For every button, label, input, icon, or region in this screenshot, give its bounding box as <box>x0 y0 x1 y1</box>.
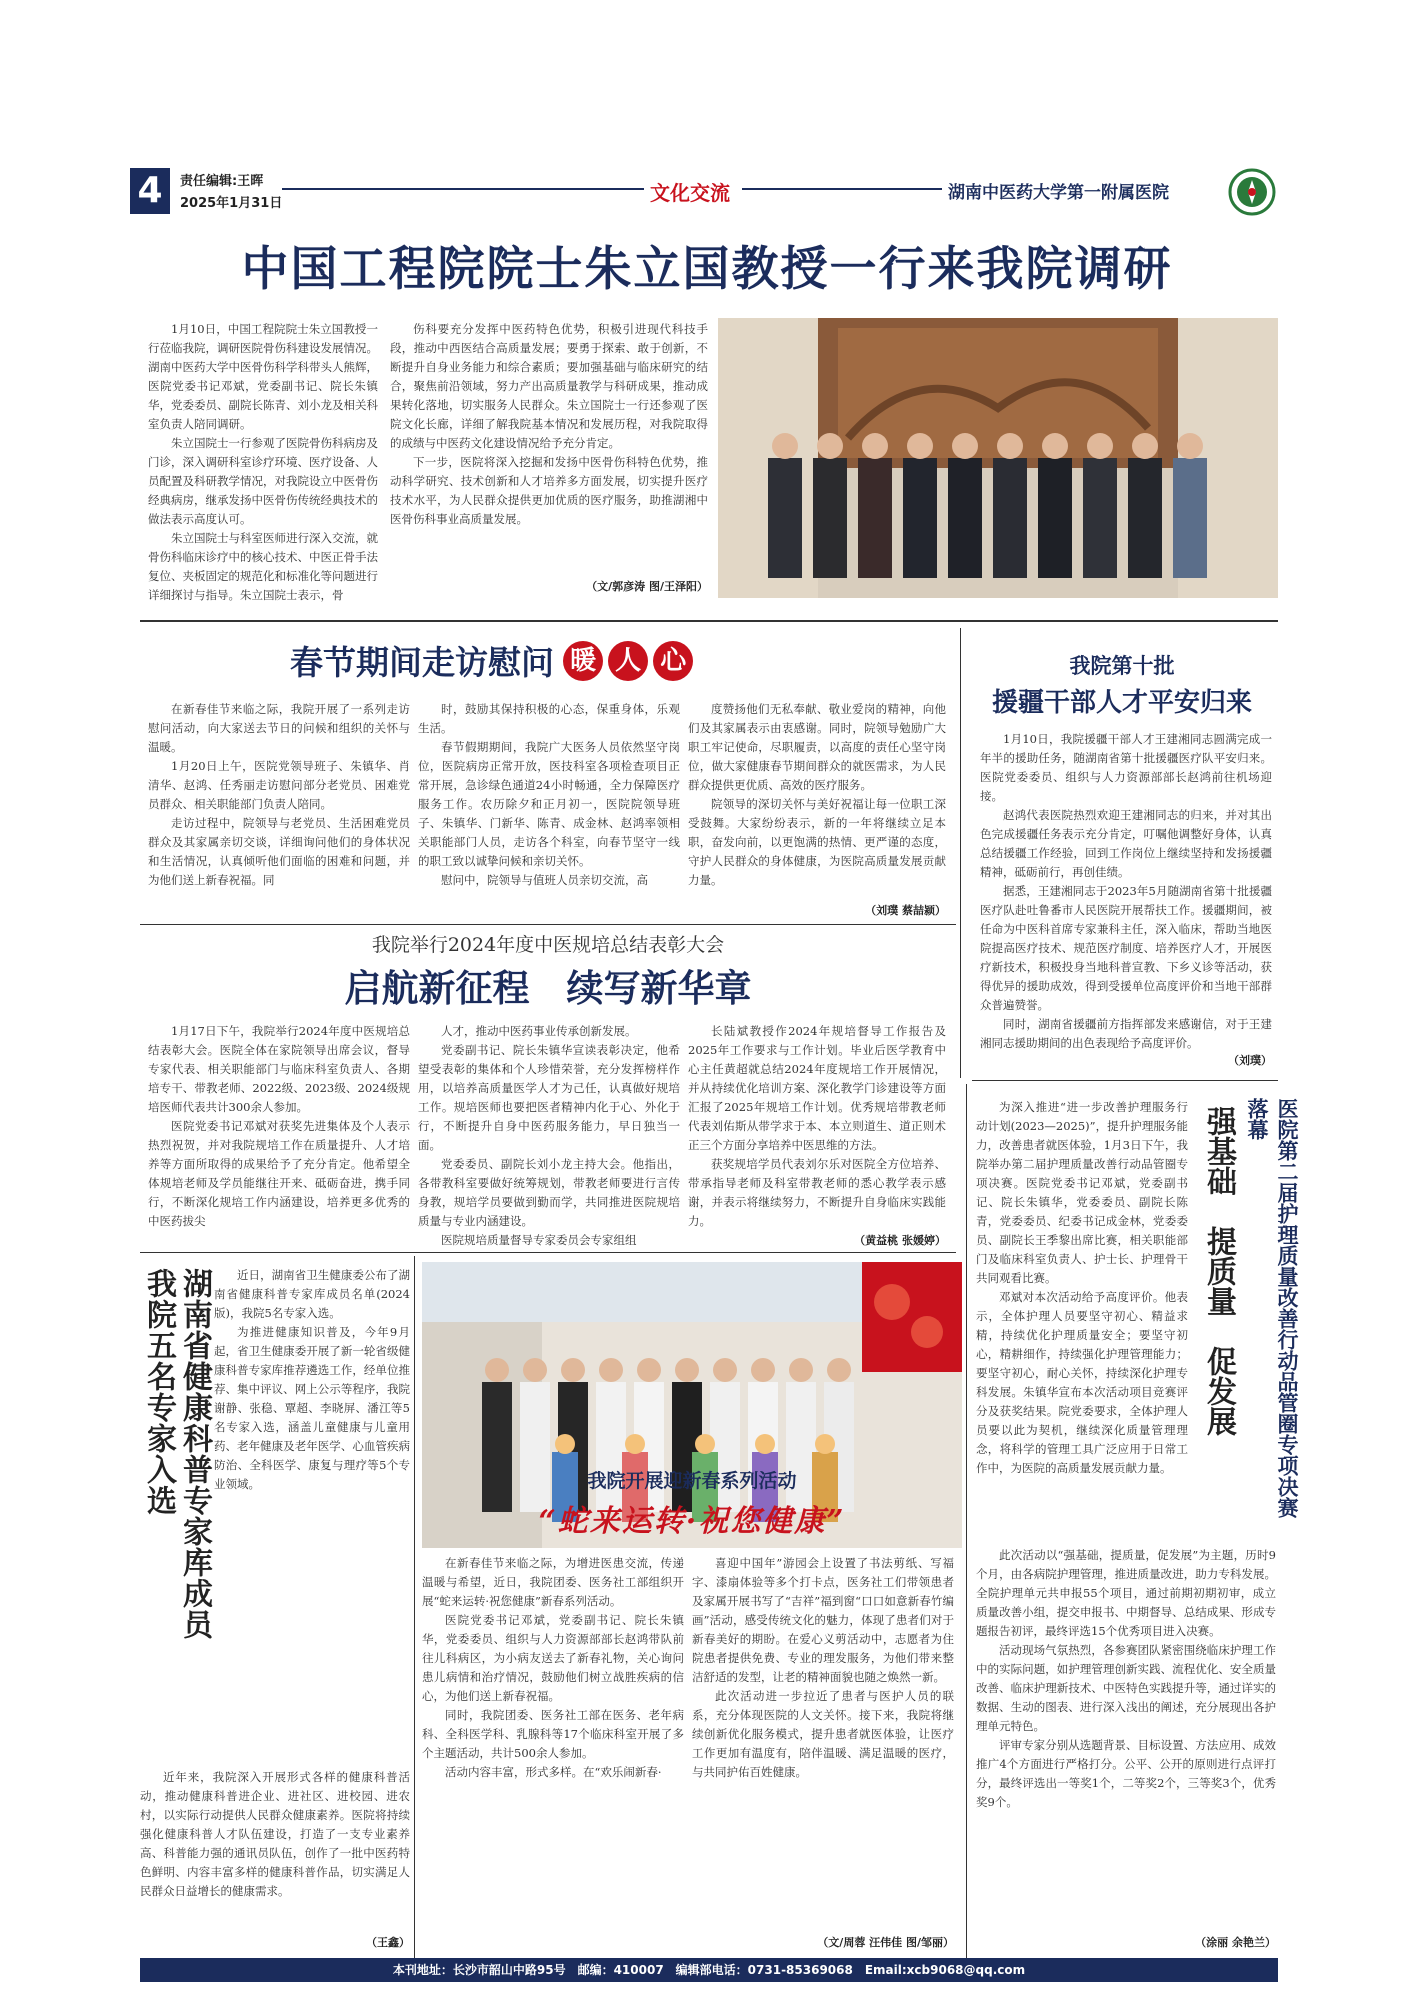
article5-body <box>214 1266 410 1494</box>
section-divider <box>140 620 1278 622</box>
paragraph: 长陆斌教授作2024年规培督导工作报告及2025年工作要求与工作计划。毕业后医学教育中心主任黄超就总结2024年度规培工作开展情况，并从持续优化培训方案、深化教学门诊建设等方面汇报了2025年规培工作计划。优秀规培带教老师代表刘佑斯从带学求于本、本立则道生、道正则术正三个方面分享培养中医思维的方法。 <box>688 1024 946 1152</box>
column-divider <box>960 628 961 1078</box>
paragraph: 朱立国院士与科室医师进行深入交流，就骨伤科临床诊疗中的核心技术、中医正骨手法复位、夹板固定的规范化和标准化等问题进行详细探讨与指导。朱立国院士表示，骨 <box>148 531 378 602</box>
article6-column-2 <box>692 1554 954 1782</box>
article1-column-1 <box>148 320 378 605</box>
paragraph: 医院党委书记邓斌，党委副书记、院长朱镇华，党委委员、组织与人力资源部部长赵鸿带队前往儿科病区，为小病友送去了新春礼物，关心询问患儿病情和治疗情况，鼓励他们树立战胜疾病的信心，为他们送上新春祝福。 <box>422 1613 684 1703</box>
section-divider <box>140 1252 956 1253</box>
article4-column-1 <box>148 1022 410 1231</box>
footer-bar <box>140 1958 1278 1982</box>
paragraph: 慰问中，院领导与值班人员亲切交流，高 <box>441 873 648 887</box>
article4-byline: （黄益桃 张媛婷） <box>854 1234 946 1247</box>
paragraph: 度赞扬他们无私奉献、敬业爱岗的精神，向他们及其家属表示由衷感谢。同时，院领导勉励广大职工牢记使命，尽职履责，以高度的责任心坚守岗位，做大家健康春节期间群众的就医需求，为人民群众提供更优质、高效的医疗服务。 <box>688 702 946 792</box>
article5-title-line2: 我院五名专家入选 <box>141 1268 176 1516</box>
hospital-logo-icon <box>1228 168 1276 216</box>
column-divider <box>414 1256 415 1958</box>
article2-column-2 <box>418 700 680 890</box>
footer-text: 本刊地址：长沙市韶山中路95号 邮编：410007 编辑部电话：0731-85369068 Email:xcb9068@qq.com <box>392 1963 1026 1977</box>
article1-photo <box>718 318 1278 598</box>
article7-byline: （涂丽 余艳兰） <box>1195 1936 1276 1949</box>
paragraph: 为推进健康知识普及，今年9月起，省卫生健康委开展了新一轮省级健康科普专家库推荐遴选工作，经单位推荐、集中评议、网上公示等程序，我院谢静、张稳、覃超、李晓屏、潘江等5名专家入选，涵盖儿童健康与儿童用药、老年健康及老年医学、心血管疾病防治、全科医学、康复与理疗等5个专业领域。 <box>214 1325 410 1491</box>
article7-vertical-title: 医院第二届护理质量改善行动品管圈专项决赛落幕 <box>1245 1098 1300 1518</box>
paragraph: 走访过程中，院领导与老党员、生活困难党员群众及其家属亲切交谈，详细询问他们的身体状况和生活情况，认真倾听他们面临的困难和问题，并为他们送上新春祝福。同 <box>148 816 410 887</box>
article2-title <box>290 637 850 687</box>
paragraph: 伤科要充分发挥中医药特色优势，积极引进现代科技手段，推动中西医结合高质量发展；要勇于探索、敢于创新，不断提升自身业务能力和综合素质；要加强基础与临床研究的结合，聚焦前沿领域，努力产出高质量教学与科研成果，推动成果转化落地，切实服务人民群众。朱立国院士一行还参观了医院文化长廊，详细了解我院基本情况和发展历程，对我院取得的成绩与中医药文化建设情况给予充分肯定。 <box>390 322 708 450</box>
paragraph: 医院党委书记邓斌对获奖先进集体及个人表示热烈祝贺，并对我院规培工作在质量提升、人才培养等方面所取得的成果给予了充分肯定。他希望全体规培老师及学员能继往开来、砥砺奋进，携手同行，不断深化规培工作内涵建设，培养更多优秀的中医药拔尖 <box>148 1119 410 1228</box>
paragraph: 在新春佳节来临之际，我院开展了一系列走访慰问活动，向大家送去节日的问候和组织的关怀与温暖。 <box>148 702 410 754</box>
article3-body <box>980 730 1272 1053</box>
paragraph: 邓斌对本次活动给予高度评价。他表示，全体护理人员要坚守初心、精益求精，持续优化护理质量安全；要坚守初心，精耕细作，持续强化护理管理能力；要坚守初心，耐心关怀，持续深化护理专科发展。朱镇华宣布本次活动项目竞赛评分及获奖结果。院党委要求，全体护理人员要以此为契机，继续深化质量管理理念，将科学的管理工具广泛应用于日常工作中，为医院的高质量发展贡献力量。 <box>976 1290 1188 1475</box>
paragraph: 春节假期期间，我院广大医务人员依然坚守岗位，医院病房正常开放，医技科室各项检查项目正常开展，急诊绿色通道24小时畅通，全力保障医疗服务工作。农历除夕和正月初一，医院院领导班子、朱镇华、门新华、陈青、成金林、赵鸿率领相关职能部门人员，走访各个科室，向春节坚守一线的职工致以诚挚问候和亲切关怀。 <box>418 740 680 868</box>
article5-title-line1: 湖南省健康科普专家库成员 <box>177 1268 212 1640</box>
paragraph: 医院规培质量督导专家委员会专家组组 <box>441 1233 637 1247</box>
masthead <box>130 168 1280 218</box>
column-divider <box>966 1084 967 1958</box>
paragraph: 院领导的深切关怀与美好祝福让每一位职工深受鼓舞。大家纷纷表示，新的一年将继续立足本职，奋发向前，以更饱满的热情、更严谨的态度，守护人民群众的身体健康，为医院高质量发展贡献力量。 <box>688 797 946 887</box>
section-divider <box>140 924 956 925</box>
article3-title-line2: 援疆干部人才平安归来 <box>991 688 1252 718</box>
article5-byline: （王鑫） <box>366 1936 410 1949</box>
paragraph: 获奖规培学员代表刘尔乐对医院全方位培养、带承指导老师及科室带教老师的悉心教学表示感谢，并表示将继续努力，不断提升自身临床实践能力。 <box>688 1157 946 1228</box>
paragraph: 此次活动进一步拉近了患者与医护人员的联系，充分体现医院的人文关怀。接下来，我院将继续创新优化服务模式，提升患者就医体验，让医疗工作更加有温度有，陪伴温暖、满足温暖的医疗，与共同护佑百姓健康。 <box>692 1689 954 1779</box>
article4-subtitle: 我院举行2024年度中医规培总结表彰大会 <box>371 934 725 956</box>
paragraph: 朱立国院士一行参观了医院骨伤科病房及门诊，深入调研科室诊疗环境、医疗设备、人员配置及科研教学情况，对我院设立中医骨伤经典病房，继承发扬中医骨伤传统经典技术的做法表示高度认可。 <box>148 436 378 526</box>
article1-column-2 <box>390 320 708 529</box>
editor-label: 责任编辑:王晖 <box>180 174 264 189</box>
article1-title: 中国工程院院士朱立国教授一行来我院调研 <box>241 242 1173 297</box>
title-badge: 心 <box>653 641 693 681</box>
article2-column-1 <box>148 700 410 890</box>
title-phrase: 强基础 <box>1201 1106 1236 1196</box>
paragraph: 活动现场气氛热烈，各参赛团队紧密围绕临床护理工作中的实际问题，如护理管理创新实践、流程优化、安全质量改善、临床护理新技术、中医特色实践提升等，通过详实的数据、生动的图表、进行深入浅出的阐述，充分展现出各护理单元特色。 <box>976 1643 1276 1733</box>
article2-byline: （刘璞 蔡喆颍） <box>865 904 946 917</box>
paragraph: 同时，湖南省援疆前方指挥部发来感谢信，对于王建湘同志援助期间的出色表现给予高度评价。 <box>980 1017 1272 1050</box>
paragraph: 为深入推进“进一步改善护理服务行动计划(2023—2025)”，提升护理服务能力，改善患者就医体验，1月3日下午，我院举办第二届护理质量改善行动品管圈专项决赛。医院党委书记邓斌，党委副书记、院长朱镇华，党委委员、副院长陈青，党委委员、纪委书记成金林，党委委员、副院长王季黎出席比赛，相关职能部门及临床科室负责人、护士长、护理骨干共同观看比赛。 <box>976 1100 1188 1285</box>
page-number: 4 <box>130 168 170 214</box>
article6-slogan: “蛇来运转·祝您健康” <box>538 1504 846 1539</box>
article5-body-lower <box>140 1768 410 1901</box>
article2-title-text: 春节期间走访慰问 <box>290 643 554 682</box>
article7-big-title <box>1196 1106 1240 1546</box>
article1-byline: （文/郭彦涛 图/王泽阳） <box>586 580 708 593</box>
paragraph: 近日，湖南省卫生健康委公布了湖南省健康科普专家库成员名单(2024版)，我院5名专家入选。 <box>214 1268 410 1320</box>
article6-byline: （文/周蓉 汪伟佳 图/邹丽） <box>817 1936 954 1949</box>
paragraph: 人才，推动中医药事业传承创新发展。 <box>441 1024 637 1038</box>
hospital-name: 湖南中医药大学第一附属医院 <box>948 183 1169 203</box>
article3-byline: （刘璞） <box>1228 1054 1272 1067</box>
paragraph: 喜迎中国年”游园会上设置了书法剪纸、写福字、漆扇体验等多个打卡点，医务社工们带领患者及家属开展书写了“吉祥”福到窗“口口如意新春竹编画”活动，感受传统文化的魅力，体现了患者们对于新春美好的期盼。在爱心义剪活动中，志愿者为住院患者提供免费、专业的理发服务，为他们带来整洁舒适的发型，让老的精神面貌也随之焕然一新。 <box>692 1556 954 1684</box>
header-divider <box>282 188 644 190</box>
paragraph: 近年来，我院深入开展形式各样的健康科普活动，推动健康科普进企业、进社区、进校园、进农村，以实际行动提供人民群众健康素养。医院将持续强化健康科普人才队伍建设，打造了一支专业素养高、科普能力强的通讯员队伍，创作了一批中医药特色鲜明、内容丰富多样的健康科普作品，切实满足人民群众日益增长的健康需求。 <box>140 1770 410 1898</box>
article2-column-3 <box>688 700 946 890</box>
paragraph: 同时，我院团委、医务社工部在医务、老年病科、全科医学科、乳腺科等17个临床科室开展了多个主题活动，共计500余人参加。 <box>422 1708 684 1760</box>
paragraph: 时，鼓励其保持积极的心态，保重身体，乐观生活。 <box>418 702 680 735</box>
issue-date: 2025年1月31日 <box>180 196 283 211</box>
title-badge: 人 <box>608 641 648 681</box>
paragraph: 评审专家分别从选题背景、目标设置、方法应用、成效推广4个方面进行严格打分。公平、公开的原则进行点评打分，最终评选出一等奖1个，二等奖2个，三等奖3个，优秀奖9个。 <box>976 1738 1276 1809</box>
section-title: 文化交流 <box>650 181 730 205</box>
article7-body <box>976 1098 1188 1478</box>
article6-column-1 <box>422 1554 684 1782</box>
paragraph: 1月10日，我院援疆干部人才王建湘同志圆满完成一年半的援助任务，随湖南省第十批援疆医疗队平安归来。医院党委委员、组织与人力资源部部长赵鸿前往机场迎接。 <box>980 732 1272 803</box>
paragraph: 1月17日下午，我院举行2024年度中医规培总结表彰大会。医院全体在家院领导出席会议，督导专家代表、相关职能部门与临床科室负责人、各期培专干、带教老师、2022级、2023级、2024级规培医师代表共计300余人参加。 <box>148 1024 410 1114</box>
paragraph: 1月10日，中国工程院院士朱立国教授一行莅临我院，调研医院骨伤科建设发展情况。湖南中医药大学中医骨伤科学科带头人熊辉，医院党委书记邓斌，党委副书记、院长朱镇华，党委委员、副院长陈青、刘小龙及相关科室负责人陪同调研。 <box>148 322 378 431</box>
paragraph: 在新春佳节来临之际，为增进医患交流，传递温暖与希望，近日，我院团委、医务社工部组织开展“蛇来运转·祝您健康”新春系列活动。 <box>422 1556 684 1608</box>
paragraph: 党委委员、副院长刘小龙主持大会。他指出，各带教科室要做好统筹规划，带教老师要进行言传身教，规培学员要做到勤而学，共同推进医院规培质量与专业内涵建设。 <box>418 1157 680 1228</box>
article4-column-3 <box>688 1022 946 1231</box>
article4-title: 启航新征程 续写新华章 <box>344 967 752 1010</box>
paragraph: 党委副书记、院长朱镇华宣读表彰决定，他希望受表彰的集体和个人珍惜荣誉，充分发挥榜样作用，以培养高质量医学人才为己任，认真做好规培工作。规培医师也要把医者精神内化于心、外化于行，不断提升自身中医药服务能力，早日独当一面。 <box>418 1043 680 1152</box>
title-phrase: 促发展 <box>1201 1346 1236 1436</box>
paragraph: 活动内容丰富，形式多样。在“欢乐闹新春· <box>445 1765 662 1779</box>
header-divider <box>742 188 942 190</box>
paragraph: 据悉，王建湘同志于2023年5月随湖南省第十批援疆医疗队赴吐鲁番市人民医院开展帮扶工作。援疆期间，被任命为中医科首席专家兼科主任，深入临床，帮助当地医院提高医疗技术、规范医疗制度、培养医疗人才，开展医疗新技术，积极投身当地科普宣教、下乡义诊等活动，获得优异的援助成效，得到受援单位高度评价和当地干部群众普遍赞誉。 <box>980 884 1272 1012</box>
title-badge: 暖 <box>563 641 603 681</box>
title-phrase: 提质量 <box>1201 1226 1236 1316</box>
section-divider <box>972 1080 1278 1081</box>
article4-column-2 <box>418 1022 680 1250</box>
paragraph: 下一步，医院将深入挖掘和发扬中医骨伤科特色优势，推动科学研究、技术创新和人才培养多方面发展，切实提升医疗技术水平，为人民群众提供更加优质的医疗服务，助推湖湘中医骨伤科事业高质量发展。 <box>390 455 708 526</box>
article6-photo-caption: 我院开展迎新春系列活动 <box>587 1470 797 1492</box>
article7-body-lower <box>976 1546 1276 1812</box>
paragraph: 赵鸿代表医院热烈欢迎王建湘同志的归来，并对其出色完成援疆任务表示充分肯定，叮嘱他调整好身体，认真总结援疆工作经验，回到工作岗位上继续坚持和发扬援疆精神，砥砺前行，再创佳绩。 <box>980 808 1272 879</box>
paragraph: 此次活动以“强基础，提质量，促发展”为主题，历时9个月，由各病院护理管理，推进质量改进，助力专科发展。全院护理单元共申报55个项目，通过前期初期初审，成立质量改善小组，提交申报书、中期督导、总结成果、形成专题报告初评，最终评选15个优秀项目进入决赛。 <box>976 1548 1276 1638</box>
article3-title-line1: 我院第十批 <box>1069 653 1175 678</box>
paragraph: 1月20日上午，医院党领导班子、朱镇华、肖清华、赵鸿、任秀丽走访慰问部分老党员、困难党员群众、相关职能部门负责人陪同。 <box>148 759 410 811</box>
